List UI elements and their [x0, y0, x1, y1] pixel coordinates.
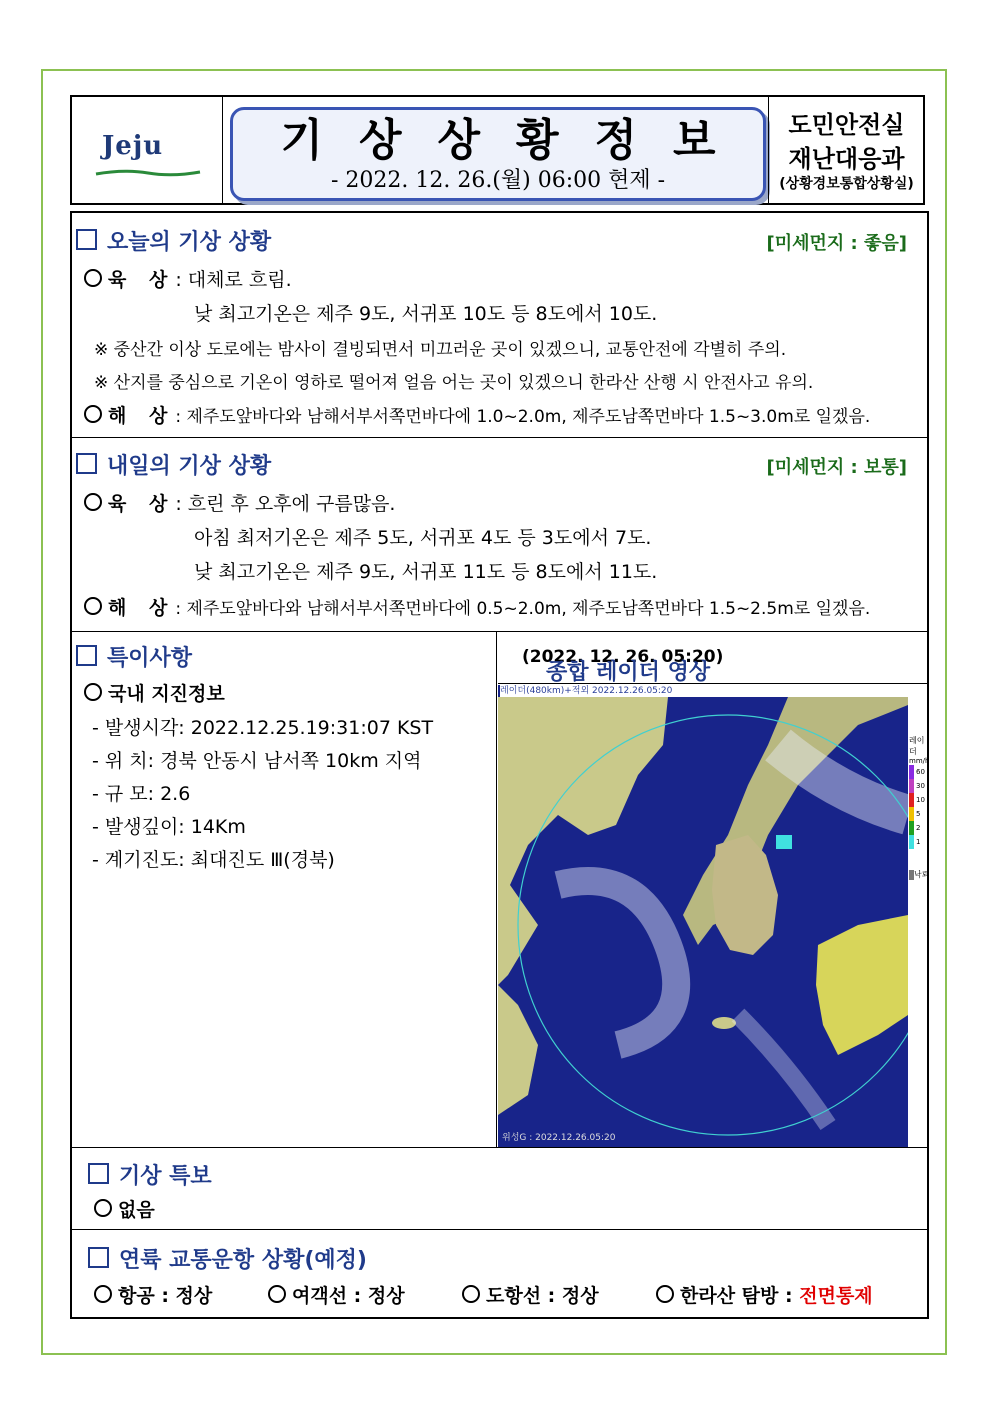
org-line2: 재난대응과	[788, 145, 905, 173]
tomorrow-title: 내일의 기상 상황	[76, 449, 271, 480]
legend-item	[909, 807, 931, 821]
radar-title: 종합 레이더 영상 (2022. 12. 26. 05:20)	[498, 631, 929, 684]
radar-map-icon	[498, 685, 908, 1147]
legend-swatch	[909, 807, 914, 821]
today-land-temp: 낮 최고기온은 제주 9도, 서귀포 10도 등 8도에서 10도.	[194, 303, 658, 325]
header	[70, 95, 925, 205]
logo-text: Jeju	[102, 131, 164, 161]
page-title: 기상상황정보	[280, 115, 752, 166]
legend-value: 60	[916, 768, 925, 776]
legend-value: 30	[916, 782, 925, 790]
circle-icon	[84, 597, 102, 615]
tomorrow-land: 육 상: 흐린 후 오후에 구름많음.	[84, 489, 395, 516]
quake-item: - 계기진도: 최대진도 Ⅲ(경북)	[92, 849, 335, 871]
tomorrow-dust-badge: [미세먼지 : 보통]	[766, 457, 907, 478]
org-line1: 도민안전실	[788, 111, 905, 139]
radar-caption-bottom: 위성G : 2022.12.26.05:20	[502, 1133, 616, 1143]
today-note1: ※ 중산간 이상 도로에는 밤사이 결빙되면서 미끄러운 곳이 있겠으니, 교통안전에 각별히 주의.	[94, 340, 787, 360]
radar-caption-top: 레이더(480km)+적외 2022.12.26.05:20	[500, 685, 908, 697]
legend-swatch	[909, 765, 914, 779]
tomorrow-land-min: 아침 최저기온은 제주 5도, 서귀포 4도 등 3도에서 7도.	[194, 527, 652, 549]
circle-icon	[94, 1199, 112, 1217]
checkbox-square-icon	[88, 1247, 109, 1268]
today-section	[72, 213, 927, 438]
traffic-air: 항공 : 정상	[94, 1281, 212, 1308]
legend-item	[909, 835, 931, 849]
quake-item: - 규 모: 2.6	[92, 783, 191, 805]
logo	[72, 97, 223, 203]
circle-icon	[268, 1285, 286, 1303]
today-title: 오늘의 기상 상황	[76, 225, 271, 256]
tomorrow-section	[72, 437, 927, 632]
checkbox-square-icon	[76, 229, 97, 250]
special-title: 특이사항	[76, 641, 192, 672]
tomorrow-sea: 해 상: 제주도앞바다와 남해서부서쪽먼바다에 0.5~2.0m, 제주도남쪽먼바다 1.5~2.5m로 일겠음.	[84, 593, 870, 620]
checkbox-square-icon	[76, 645, 97, 666]
traffic-section	[72, 1229, 927, 1317]
legend-unit: mm/h	[909, 757, 930, 765]
legend-value: 1	[916, 838, 921, 846]
traffic-title: 연륙 교통운항 상황(예정)	[88, 1243, 367, 1274]
today-sea: 해 상: 제주도앞바다와 남해서부서쪽먼바다에 1.0~2.0m, 제주도남쪽먼바다 1.5~3.0m로 일겠음.	[84, 401, 870, 428]
quake-item: - 위 치: 경북 안동시 남서쪽 10km 지역	[92, 750, 422, 772]
column-divider	[496, 631, 497, 1147]
legend-value: 5	[916, 810, 921, 818]
legend-value: 2	[916, 824, 921, 832]
radar-legend	[909, 735, 931, 880]
legend-swatch	[909, 821, 914, 835]
page-subtitle: - 2022. 12. 26.(월) 06:00 현제 -	[330, 168, 666, 193]
legend-swatch	[909, 793, 914, 807]
legend-item	[909, 765, 931, 779]
checkbox-square-icon	[88, 1163, 109, 1184]
legend-item	[909, 779, 931, 793]
circle-icon	[94, 1285, 112, 1303]
quake-item: - 발생깊이: 14Km	[92, 816, 246, 838]
checkbox-square-icon	[76, 453, 97, 474]
radar-image	[498, 685, 908, 1147]
circle-icon	[84, 683, 102, 701]
today-land: 육 상: 대체로 흐림.	[84, 265, 292, 292]
quake-item: - 발생시각: 2022.12.25.19:31:07 KST	[92, 717, 434, 739]
title-banner	[230, 107, 766, 201]
today-note2: ※ 산지를 중심으로 기온이 영하로 떨어져 얼음 어는 곳이 있겠으니 한라산 산행 시 안전사고 유의.	[94, 373, 814, 393]
circle-icon	[84, 493, 102, 511]
legend-item	[909, 821, 931, 835]
quake-title: 국내 지진정보	[84, 679, 225, 706]
org-line3: (상황경보통합상황실)	[779, 176, 914, 192]
tomorrow-land-max: 낮 최고기온은 제주 9도, 서귀포 11도 등 8도에서 11도.	[194, 561, 658, 583]
legend-swatch	[909, 835, 914, 849]
organization	[768, 97, 924, 203]
legend-title: 레이더	[909, 736, 925, 756]
warning-item: 없음	[94, 1195, 155, 1222]
circle-icon	[84, 405, 102, 423]
warning-title: 기상 특보	[88, 1159, 212, 1190]
logo-wave-icon	[94, 169, 202, 177]
traffic-hallasan: 한라산 탐방 : 전면통제	[656, 1281, 873, 1308]
legend-lightning: 낙뢰	[909, 869, 931, 880]
circle-icon	[462, 1285, 480, 1303]
hallasan-status: 전면통제	[799, 1285, 873, 1307]
warning-section	[72, 1147, 927, 1230]
traffic-ferry: 여객선 : 정상	[268, 1281, 405, 1308]
today-dust-badge: [미세먼지 : 좋음]	[766, 233, 907, 254]
traffic-islandship: 도항선 : 정상	[462, 1281, 599, 1308]
circle-icon	[84, 269, 102, 287]
legend-swatch	[909, 779, 914, 793]
circle-icon	[656, 1285, 674, 1303]
legend-value: 10	[916, 796, 925, 804]
legend-item	[909, 793, 931, 807]
main-content	[70, 211, 929, 1319]
